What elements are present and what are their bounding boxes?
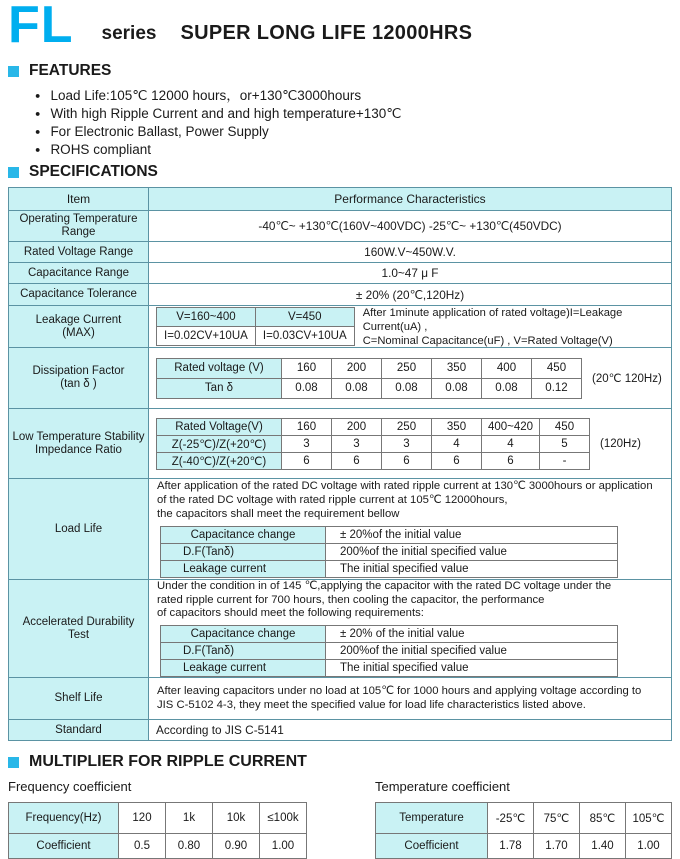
table-cell: 5 xyxy=(540,435,590,452)
table-cell: 0.08 xyxy=(382,378,432,398)
bullet-icon: ● xyxy=(35,90,41,101)
dissipation-note: (20℃ 120Hz) xyxy=(592,373,662,385)
table-cell: Z(-40℃)/Z(+20℃) xyxy=(157,452,282,469)
multiplier-heading xyxy=(8,753,672,771)
table-cell: 400~420 xyxy=(482,418,540,435)
item-label: Shelf Life xyxy=(9,678,149,719)
item-label: Capacitance Range xyxy=(9,263,149,283)
table-cell: I=0.03CV+10UA xyxy=(255,327,354,346)
table-cell: Capacitance change xyxy=(161,626,326,643)
column-header-item: Item xyxy=(9,188,149,210)
table-cell: 1k xyxy=(166,803,213,834)
feature-text: For Electronic Ballast, Power Supply xyxy=(50,124,269,139)
table-cell: Coefficient xyxy=(9,834,119,859)
table-cell: Z(-25℃)/Z(+20℃) xyxy=(157,435,282,452)
table-cell: 160 xyxy=(282,358,332,378)
table-cell: Frequency(Hz) xyxy=(9,803,119,834)
table-cell: Leakage current xyxy=(161,660,326,677)
features-heading-label: FEATURES xyxy=(29,62,112,79)
spec-row-leakage-current xyxy=(9,305,671,347)
table-cell: ± 20% of the initial value xyxy=(326,626,618,643)
table-cell: The initial specified value xyxy=(326,560,618,577)
spec-row-dissipation-factor xyxy=(9,347,671,408)
table-cell: Tan δ xyxy=(157,378,282,398)
temperature-coefficient-title: Temperature coefficient xyxy=(375,779,510,794)
table-cell: 0.08 xyxy=(482,378,532,398)
table-cell: 200 xyxy=(332,418,382,435)
table-cell: 0.90 xyxy=(213,834,260,859)
table-cell: 1.40 xyxy=(580,834,626,859)
item-label: Load Life xyxy=(9,479,149,579)
specifications-heading-label: SPECIFICATIONS xyxy=(29,163,158,180)
multiplier-heading-label: MULTIPLIER FOR RIPPLE CURRENT xyxy=(29,753,307,770)
spec-header-row xyxy=(9,188,671,210)
table-cell: V=450 xyxy=(255,308,354,327)
table-cell: 1.70 xyxy=(534,834,580,859)
load-life-content: After application of the rated DC voltage with rated ripple current at 130℃ 3000hours or application of the rated DC voltage with rated ripple current at 105℃ 12000hours, the capacitors shall meet the requirement bellow Capacitance change ± 20%of the initial value D.F(Tanδ) 200%of the initial specified value Leakage current The initial specified value xyxy=(149,479,671,579)
low-temp-note: (120Hz) xyxy=(600,437,641,450)
leakage-note: After 1minute application of rated voltage)I=Leakage Current(uA) , C=Nominal Capacitance(uF) , V=Rated Voltage(V) xyxy=(362,306,623,347)
table-cell: Rated Voltage(V) xyxy=(157,418,282,435)
table-cell: 200%of the initial specified value xyxy=(326,643,618,660)
spec-row-capacitance-tolerance xyxy=(9,283,671,305)
item-value: ± 20% (20℃,120Hz) xyxy=(355,287,465,302)
dissipation-content xyxy=(149,348,671,408)
spec-row-standard xyxy=(9,719,671,740)
frequency-coefficient-block xyxy=(8,779,307,859)
item-label: Capacitance Tolerance xyxy=(9,284,149,305)
table-cell: -25℃ xyxy=(488,803,534,834)
table-cell: Temperature xyxy=(376,803,488,834)
features-list xyxy=(35,87,672,159)
spec-row-low-temperature-stability xyxy=(9,408,671,478)
section-marker-icon xyxy=(8,66,19,77)
table-cell: 250 xyxy=(382,358,432,378)
table-cell: 6 xyxy=(482,452,540,469)
table-cell: V=160~400 xyxy=(157,308,256,327)
item-value: 1.0~47 μ F xyxy=(381,266,439,280)
specifications-table xyxy=(8,187,672,741)
table-cell: 450 xyxy=(540,418,590,435)
table-cell: 4 xyxy=(432,435,482,452)
feature-item xyxy=(35,141,672,159)
temperature-coefficient-table xyxy=(375,802,672,859)
feature-text: ROHS compliant xyxy=(50,142,151,157)
leakage-content xyxy=(149,306,671,347)
table-cell: D.F(Tanδ) xyxy=(161,643,326,660)
leakage-formula-table xyxy=(156,307,355,346)
spec-row-capacitance-range xyxy=(9,262,671,283)
table-cell: 160 xyxy=(282,418,332,435)
table-cell: 4 xyxy=(482,435,540,452)
table-cell: Coefficient xyxy=(376,834,488,859)
spec-row-operating-temperature xyxy=(9,210,671,241)
item-value: According to JIS C-5141 xyxy=(156,723,284,737)
low-temp-content xyxy=(149,409,671,478)
column-header-performance: Performance Characteristics xyxy=(149,188,671,210)
bullet-icon: ● xyxy=(35,126,41,137)
table-cell: 6 xyxy=(382,452,432,469)
dissipation-table xyxy=(156,358,582,399)
item-label: Standard xyxy=(9,720,149,740)
item-label: Accelerated Durability Test xyxy=(9,580,149,677)
frequency-coefficient-table xyxy=(8,802,307,859)
table-cell: ≤100k xyxy=(260,803,307,834)
table-cell: - xyxy=(540,452,590,469)
section-marker-icon xyxy=(8,757,19,768)
table-cell: 450 xyxy=(532,358,582,378)
table-cell: 0.12 xyxy=(532,378,582,398)
table-cell: 200 xyxy=(332,358,382,378)
table-cell: D.F(Tanδ) xyxy=(161,543,326,560)
features-heading xyxy=(8,62,672,80)
series-label: series xyxy=(101,23,157,44)
accelerated-requirements-table xyxy=(160,625,618,677)
table-cell: 0.08 xyxy=(332,378,382,398)
item-value: 160W.V~450W.V. xyxy=(364,245,456,259)
feature-text: Load Life:105℃ 12000 hours，or+130℃3000hours xyxy=(50,88,362,103)
item-value: -40℃~ +130℃(160V~400VDC) -25℃~ +130℃(450VDC) xyxy=(258,219,562,233)
series-logo: FL xyxy=(8,0,74,54)
load-life-requirements-table xyxy=(160,526,618,578)
bullet-icon: ● xyxy=(35,108,41,119)
table-cell: 105℃ xyxy=(626,803,672,834)
table-cell: 6 xyxy=(332,452,382,469)
table-cell: I=0.02CV+10UA xyxy=(157,327,256,346)
item-label: Operating Temperature Range xyxy=(9,211,149,241)
coefficient-tables xyxy=(8,779,672,859)
specifications-heading xyxy=(8,163,672,181)
table-cell: 120 xyxy=(119,803,166,834)
table-cell: Rated voltage (V) xyxy=(157,358,282,378)
frequency-coefficient-title: Frequency coefficient xyxy=(8,779,132,794)
table-cell: 350 xyxy=(432,418,482,435)
table-cell: ± 20%of the initial value xyxy=(326,526,618,543)
feature-item xyxy=(35,105,672,123)
table-cell: 6 xyxy=(282,452,332,469)
spec-row-accelerated-durability xyxy=(9,579,671,677)
bullet-icon: ● xyxy=(35,144,41,155)
feature-item xyxy=(35,123,672,141)
table-cell: 1.00 xyxy=(626,834,672,859)
table-cell: 250 xyxy=(382,418,432,435)
table-cell: 85℃ xyxy=(580,803,626,834)
temperature-coefficient-block xyxy=(375,779,672,859)
shelf-life-content: After leaving capacitors under no load at 105℃ for 1000 hours and applying voltage according to JIS C-5102 4-3, they meet the specified value for load life characteristics listed above. xyxy=(157,684,642,711)
impedance-ratio-table xyxy=(156,418,590,470)
table-cell: 3 xyxy=(282,435,332,452)
table-cell: 1.00 xyxy=(260,834,307,859)
item-label: Low Temperature Stability Impedance Ratio xyxy=(9,409,149,478)
feature-item xyxy=(35,87,672,105)
table-cell: 400 xyxy=(482,358,532,378)
table-cell: Leakage current xyxy=(161,560,326,577)
table-cell: 6 xyxy=(432,452,482,469)
table-cell: Capacitance change xyxy=(161,526,326,543)
table-cell: 3 xyxy=(332,435,382,452)
table-cell: 10k xyxy=(213,803,260,834)
table-cell: 0.80 xyxy=(166,834,213,859)
page-header xyxy=(8,0,672,54)
section-marker-icon xyxy=(8,167,19,178)
table-cell: 0.08 xyxy=(432,378,482,398)
table-cell: 75℃ xyxy=(534,803,580,834)
table-cell: 0.08 xyxy=(282,378,332,398)
table-cell: 0.5 xyxy=(119,834,166,859)
item-label: Leakage Current (MAX) xyxy=(9,306,149,347)
table-cell: 350 xyxy=(432,358,482,378)
item-label: Dissipation Factor (tan δ ) xyxy=(9,348,149,408)
spec-row-shelf-life xyxy=(9,677,671,719)
feature-text: With high Ripple Current and and high temperature+130℃ xyxy=(50,106,402,121)
table-cell: 3 xyxy=(382,435,432,452)
table-cell: The initial specified value xyxy=(326,660,618,677)
accelerated-content: Under the condition in of 145 ℃,applying the capacitor with the rated DC voltage under the rated ripple current for 700 hours, then cooling the capacitor, the performance of capacitors should meet the following requirements: Capacitance change ± 20% of the initial value D.F(Tanδ) 200%of the initial specified value Leakage current The initial specified value xyxy=(149,580,671,677)
spec-row-rated-voltage xyxy=(9,241,671,262)
page-title: SUPER LONG LIFE 12000HRS xyxy=(180,22,473,44)
item-label: Rated Voltage Range xyxy=(9,242,149,262)
table-cell: 200%of the initial specified value xyxy=(326,543,618,560)
spec-row-load-life xyxy=(9,478,671,579)
table-cell: 1.78 xyxy=(488,834,534,859)
